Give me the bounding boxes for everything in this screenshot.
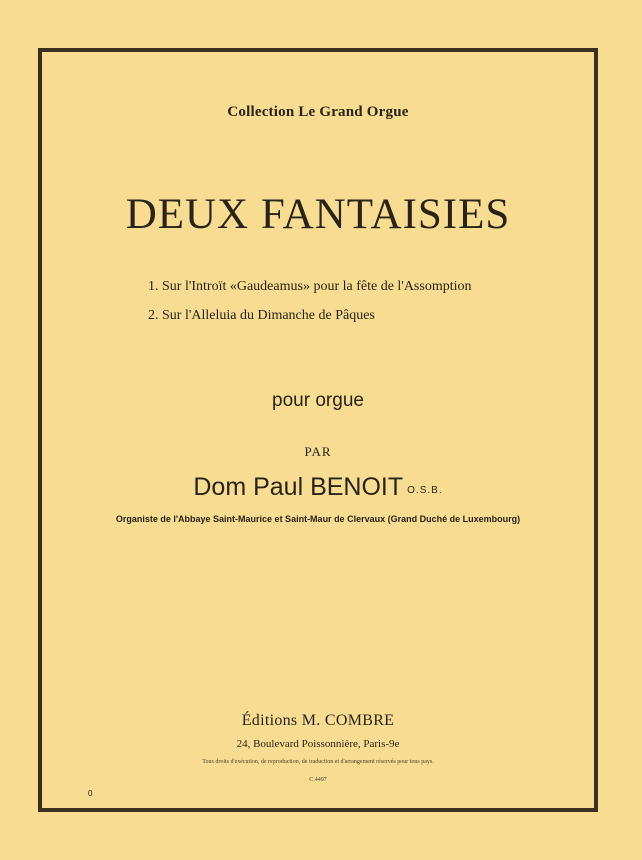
instrumentation: pour orgue: [272, 390, 364, 411]
composer-role: Organiste de l'Abbaye Saint-Maurice et Saint-Maur de Clervaux (Grand Duché de Luxembourg): [115, 514, 521, 524]
catalog-number: C.4497: [309, 777, 327, 783]
collection-name: Collection Le Grand Orgue: [227, 104, 409, 120]
rights-notice: Tous droits d'exécution, de reproduction, de traduction et d'arrangement réservés pour tous pays.: [202, 759, 434, 765]
publisher-name: Éditions M. COMBRE: [241, 712, 395, 729]
piece-list: [148, 279, 472, 337]
composer-order: O.S.B.: [407, 485, 443, 496]
cover-frame: [38, 48, 598, 812]
by-label: PAR: [304, 444, 332, 459]
publisher-address: 24, Boulevard Poissonnière, Paris-9e: [236, 738, 400, 750]
composer-line: [42, 473, 594, 502]
cover-content: [42, 52, 594, 808]
piece-item: 1. Sur l'Introït «Gaudeamus» pour la fête de l'Assomption: [148, 279, 472, 294]
work-title: DEUX FANTAISIES: [125, 191, 511, 238]
piece-item: 2. Sur l'Alleluia du Dimanche de Pâques: [148, 308, 375, 323]
price-code: 0: [88, 789, 93, 798]
composer-name: Dom Paul BENOIT: [193, 473, 404, 501]
